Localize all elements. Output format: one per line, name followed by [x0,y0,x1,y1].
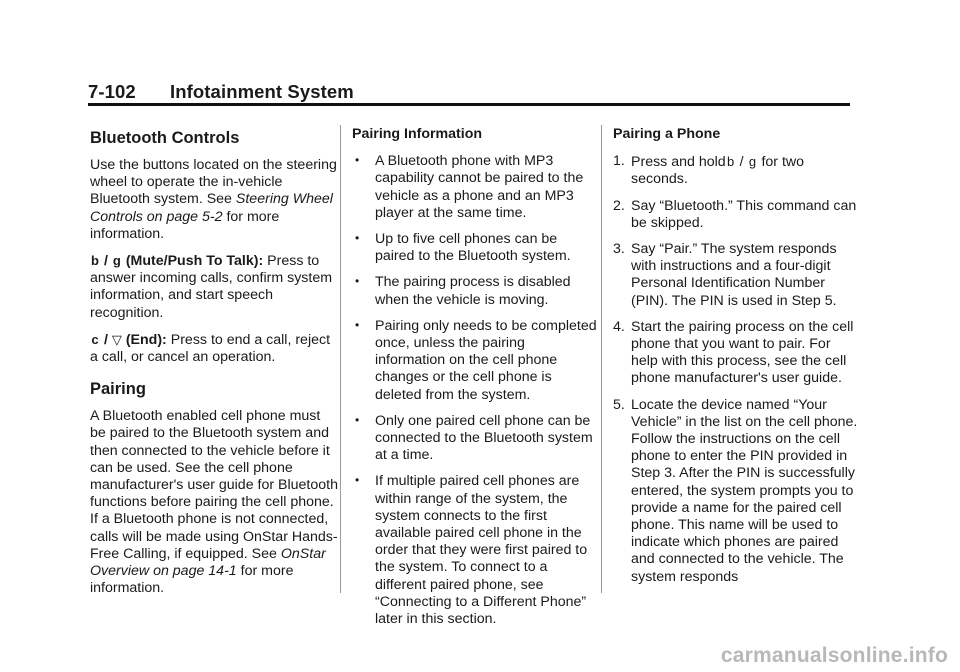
step-number: 1. [613,153,625,170]
slash: / [739,154,744,171]
intro-text: Use the buttons located on the steering wheel to operate the in-vehicle Bluetooth system. See [90,157,337,208]
column-middle [352,126,597,637]
slash: / [103,253,108,270]
end-label: (End): [125,331,167,348]
column-left [90,126,340,606]
end-triangle-icon: ▽ [111,331,122,347]
step-item [613,198,858,232]
steering-wheel-ref[interactable]: Steering Wheel Controls on page 5-2 [90,191,333,225]
bullet-item: • The pairing process is disabled when the vehicle is moving. [352,274,597,308]
intro-tail: for more information. [90,208,280,242]
step-text: Say “Bluetooth.” This command can be skipped. [631,197,857,231]
step-text: Say “Pair.” The system responds with instructions and a four-digit Personal Identification Number (PIN). The PIN is used in Step 5. [631,241,837,309]
talk-icon: b [727,154,735,170]
bullet-item: • Up to five cell phones can be paired to the Bluetooth system. [352,231,597,265]
step-text: Locate the device named “Your Vehicle” in the list on the cell phone. Follow the instructions on the cell phone to enter the PIN provided in Step 3. After the PIN is successfully entered, the system prompts you to provide a name for the paired cell phone. This name will be used to indicate which phones are paired and connected to the vehicle. The system responds [631,396,858,585]
voice-icon: g [748,154,757,170]
subheading-pairing-a-phone: Pairing a Phone [613,126,721,142]
talk-icon: b [91,253,99,269]
watermark: carmanualsonline.info [720,644,948,667]
page-header [88,82,850,106]
step-text: Start the pairing process on the cell phone that you want to pair. For help with this process, see the cell phone manufacturer's user guide. [631,318,854,387]
step-item [613,319,858,388]
subheading-pairing-information: Pairing Information [352,126,483,142]
mute-label: (Mute/Push To Talk): [125,253,264,270]
step-item [613,397,858,586]
onstar-ref[interactable]: OnStar Overview on page 14-1 [90,545,326,580]
heading-bluetooth-controls: Bluetooth Controls [90,129,240,147]
bullet-item: • Only one paired cell phone can be connected to the Bluetooth system at a time. [352,413,597,465]
slash: / [103,331,108,348]
step1-pre: Press and hold [631,154,726,171]
column-right [613,126,858,595]
step-number: 5. [613,396,625,413]
end-call-icon: c [91,331,99,347]
step-number: 4. [613,318,625,335]
step-item [613,241,858,310]
bullet-item: • Pairing only needs to be completed once, unless the pairing information on the cell phone changes or the cell phone is deleted from the system. [352,318,597,404]
step-number: 2. [613,197,625,214]
bullet-item: • A Bluetooth phone with MP3 capability cannot be paired to the vehicle as a phone and an MP3 player at the same time. [352,153,597,222]
section-title: Infotainment System [170,81,354,102]
heading-pairing: Pairing [90,380,146,399]
step1-post: for two seconds. [631,154,805,188]
voice-icon: g [112,253,121,269]
column-divider [601,125,602,593]
end-paragraph [90,331,340,366]
mute-paragraph [90,252,340,322]
column-divider [340,125,341,593]
step-number: 3. [613,241,625,258]
intro-paragraph [90,157,340,243]
end-text: Press to end a call, reject a call, or cancel an operation. [90,331,331,366]
step-item [613,153,858,188]
pairing-tail: for more information. [90,563,294,597]
pairing-paragraph [90,408,340,597]
pairing-text: A Bluetooth enabled cell phone must be paired to the Bluetooth system and then connected to the vehicle before it can be used. See the cell phone manufacturer's user guide for Bluetooth functions before pairing the cell phone. If a Bluetooth phone is not connected, calls will be made using OnStar Hands-Free Calling, if equipped. See [90,408,338,562]
bullet-item: • If multiple paired cell phones are within range of the system, the system connects to the first available paired cell phone in the order that they were first paired to the system. To connect to a different paired phone, see “Connecting to a Different Phone” later in this section. [352,473,597,628]
mute-text: Press to answer incoming calls, confirm system information, and start speech recognition. [90,253,333,321]
page-number: 7-102 [88,81,136,102]
